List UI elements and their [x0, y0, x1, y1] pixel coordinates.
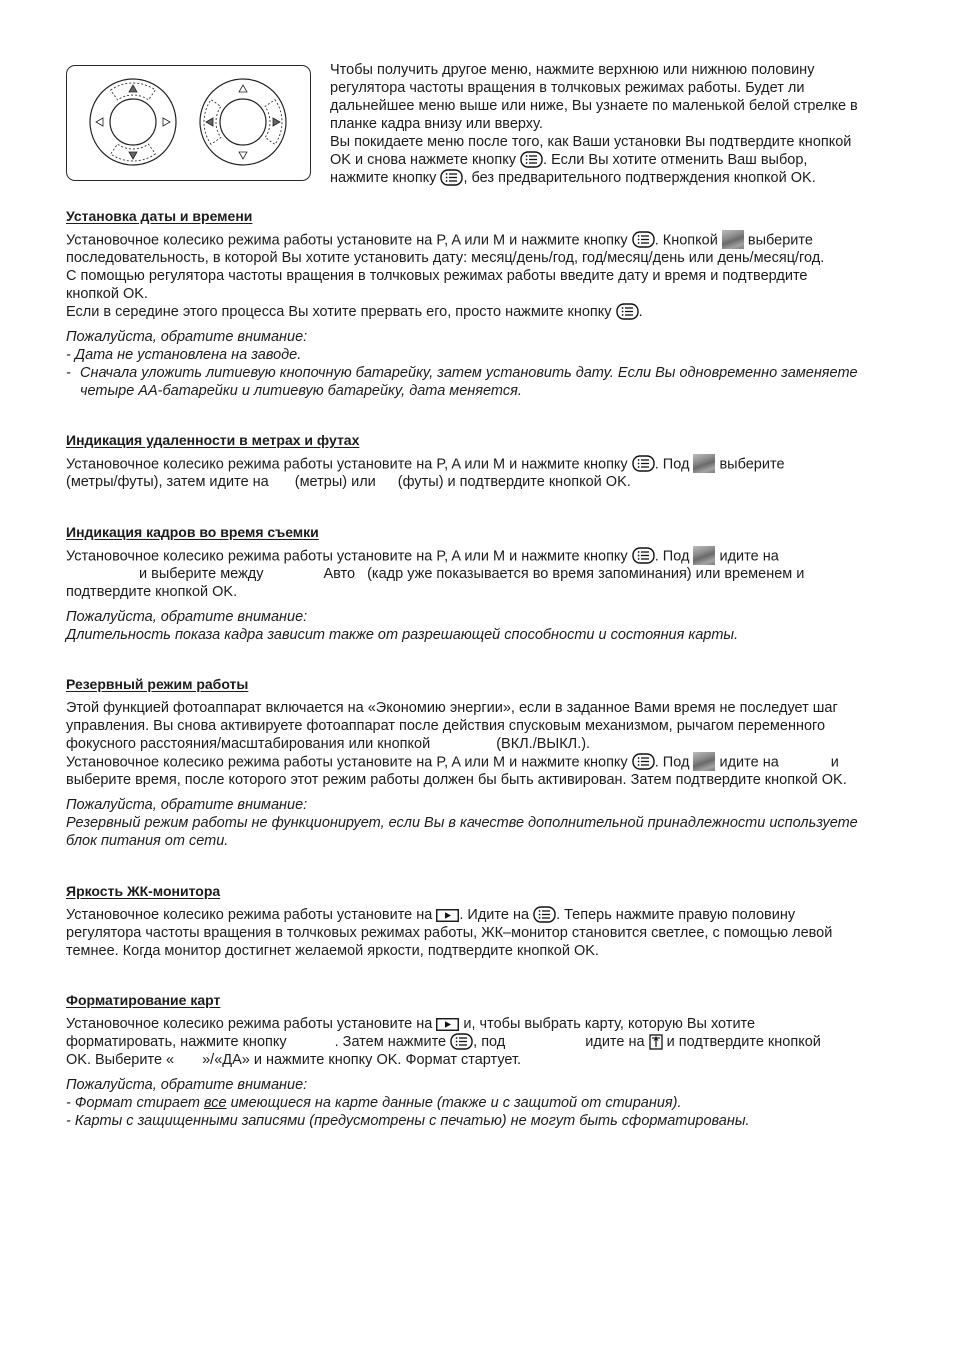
text-segment: фокусного расстояния/масштабирования или кнопкой: [66, 736, 431, 752]
text-line: [330, 115, 858, 133]
section-card-format: [66, 991, 821, 1130]
section-date-time: [66, 207, 858, 400]
dial-up-down-selection: [90, 79, 176, 165]
blank-gap: [174, 1063, 202, 1064]
note-title: Пожалуйста, обратите внимание:: [66, 797, 308, 813]
text-segment: .: [638, 304, 643, 320]
text-segment: Вы покидаете меню после того, как Ваши установки Вы подтвердите кнопкой: [330, 134, 852, 150]
text-segment: Установочное колесико режима работы установите на P, A или M и нажмите кнопку: [66, 548, 632, 565]
note-block: [66, 796, 858, 850]
playback-mode-icon: [436, 909, 459, 922]
text-line: [66, 699, 858, 717]
text-segment: темнее. Когда монитор достигнет желаемой яркости, подтвердите кнопкой OK.: [66, 943, 599, 959]
text-segment: , под: [473, 1034, 506, 1050]
section-body: [66, 906, 832, 960]
menu-thumbnail-icon: [693, 752, 715, 771]
text-segment: выберите: [715, 456, 785, 473]
text-line: [330, 133, 858, 151]
text-segment: Если в середине этого процесса Вы хотите прервать его, просто нажмите кнопку: [66, 304, 616, 320]
text-segment: и: [830, 754, 839, 771]
delete-icon: [649, 1034, 663, 1050]
text-segment: - Дата не установлена на заводе.: [66, 347, 302, 363]
text-segment: форматировать, нажмите кнопку: [66, 1034, 287, 1050]
note-line: [66, 1112, 821, 1130]
section-body: [66, 547, 804, 601]
section-image-review: [66, 523, 804, 644]
dial-diagram-figure: [66, 65, 311, 181]
text-segment: - Карты с защищенными записями (предусмотрены с печатью) не могут быть сформатированы.: [66, 1113, 750, 1129]
intro-text: [330, 61, 858, 187]
text-segment: последовательность, в которой Вы хотите установить дату: месяц/день/год, год/месяц/день или день/месяц/год.: [66, 250, 825, 266]
text-line: [330, 97, 858, 115]
text-segment: регулятора частоты вращения в толчковых режимах работы, ЖК–монитор становится светлее, с помощью левой: [66, 925, 833, 941]
note-block: [66, 328, 858, 400]
text-line: [66, 771, 858, 789]
menu-button-icon: [520, 151, 543, 168]
text-segment: (ВКЛ./ВЫКЛ.).: [496, 736, 591, 752]
section-body: [66, 455, 785, 491]
text-segment: Сначала уложить литиевую кнопочную батарейку, затем установить дату. Если Вы одновременно заменяете: [80, 365, 858, 381]
text-line: [66, 906, 832, 924]
menu-button-icon: [533, 906, 556, 923]
text-line: [66, 942, 832, 960]
text-segment: регулятора частоты вращения в толчковых режимах работы. Будет ли: [330, 80, 805, 96]
section-body: [66, 1015, 821, 1069]
emphasis-underlined: все: [204, 1095, 227, 1111]
text-line: [66, 455, 785, 473]
note-line: [66, 626, 804, 644]
text-line: [66, 924, 832, 942]
note-line: [66, 346, 858, 364]
text-segment: »/«ДА» и нажмите кнопку OK. Формат стартует.: [202, 1052, 522, 1068]
blank-gap: [376, 485, 398, 486]
text-segment: OK и снова нажмете кнопку: [330, 152, 521, 168]
text-segment: идите на: [585, 1034, 649, 1050]
text-segment: блок питания от сети.: [66, 833, 229, 849]
blank-gap: [66, 577, 139, 578]
section-body: [66, 231, 858, 321]
text-segment: и выберите между: [139, 566, 264, 582]
text-segment: идите на: [715, 548, 779, 565]
text-line: [66, 1033, 821, 1051]
text-segment: управления. Вы снова активируете фотоаппарат после действия спусковым механизмом, рычагом переменного: [66, 718, 826, 734]
text-segment: Этой функцией фотоаппарат включается на «Экономию энергии», если в заданное Вами время не последует шаг: [66, 700, 838, 716]
text-line: [66, 565, 804, 583]
section-heading: Установка даты и времени: [66, 208, 253, 224]
section-heading: Индикация кадров во время съемки: [66, 524, 319, 540]
text-segment: кнопкой OK.: [66, 286, 148, 302]
note-title: Пожалуйста, обратите внимание:: [66, 329, 308, 345]
text-line: [66, 231, 858, 249]
text-segment: и, чтобы выбрать карту, которую Вы хотите: [459, 1016, 756, 1032]
text-segment: Установочное колесико режима работы установите на P, A или M и нажмите кнопку: [66, 232, 632, 249]
dial-left-right-selection: [200, 79, 286, 165]
text-segment: Установочное колесико режима работы установите на: [66, 907, 437, 923]
note-title: Пожалуйста, обратите внимание:: [66, 609, 308, 625]
text-segment: . Кнопкой: [654, 232, 722, 249]
text-segment: . Под: [654, 548, 694, 565]
section-body: [66, 699, 858, 789]
control-dial-icon: [67, 66, 310, 180]
text-segment: Резервный режим работы не функционирует, если Вы в качестве дополнительной принадлежности используете: [66, 815, 858, 831]
text-line: [66, 249, 858, 267]
text-segment: . Под: [654, 754, 694, 771]
section-distance-units: [66, 431, 785, 491]
text-segment: Установочное колесико режима работы установите на P, A или M и нажмите кнопку: [66, 754, 632, 771]
text-line: [330, 61, 858, 79]
text-line: [330, 151, 858, 169]
text-segment: (метры) или: [294, 474, 376, 490]
menu-button-icon: [616, 303, 639, 320]
text-segment: , без предварительного подтверждения кнопкой OK.: [463, 170, 816, 186]
note-line: [66, 1094, 821, 1112]
blank-gap: [505, 1045, 585, 1046]
text-segment: дальнейшее меню выше или ниже, Вы узнаете по маленькой белой стрелке в: [330, 98, 858, 114]
blank-gap: [263, 577, 323, 578]
text-segment: подтвердите кнопкой OK.: [66, 584, 238, 600]
text-segment: и подтвердите кнопкой: [662, 1034, 821, 1050]
menu-button-icon: [632, 753, 655, 770]
text-segment: нажмите кнопку: [330, 170, 441, 186]
text-segment: . Под: [654, 456, 694, 473]
note-block: [66, 608, 804, 644]
note-line: [66, 832, 858, 850]
text-line: [66, 547, 804, 565]
text-segment: Установочное колесико режима работы установите на: [66, 1016, 437, 1032]
menu-button-icon: [632, 455, 655, 472]
text-line: [66, 735, 858, 753]
section-heading: Индикация удаленности в метрах и футах: [66, 432, 360, 448]
text-line: [66, 473, 785, 491]
text-line: [66, 1051, 821, 1069]
playback-mode-icon: [436, 1018, 459, 1031]
section-heading: Резервный режим работы: [66, 676, 249, 692]
text-segment: Длительность показа кадра зависит также от разрешающей способности и состояния карты.: [66, 627, 739, 643]
section-heading: Яркость ЖК-монитора: [66, 883, 221, 899]
text-segment: (метры/футы), затем идите на: [66, 474, 269, 490]
text-segment: выберите: [743, 232, 813, 249]
note-line: [66, 814, 858, 832]
text-line: [330, 79, 858, 97]
blank-gap: [779, 765, 831, 766]
text-segment: . Затем нажмите: [334, 1034, 451, 1050]
text-segment: Установочное колесико режима работы установите на P, A или M и нажмите кнопку: [66, 456, 632, 473]
note-line: [66, 382, 858, 400]
blank-gap: [355, 577, 367, 578]
text-segment: (футы) и подтвердите кнопкой OK.: [397, 474, 631, 490]
text-line: [66, 1015, 821, 1033]
section-heading: Форматирование карт: [66, 992, 221, 1008]
menu-button-icon: [440, 169, 463, 186]
text-line: [66, 285, 858, 303]
note-block: [66, 1076, 821, 1130]
text-segment: С помощью регулятора частоты вращения в толчковых режимах работы введите дату и время и подтвердите: [66, 268, 808, 284]
menu-button-icon: [632, 547, 655, 564]
section-standby-mode: [66, 675, 858, 850]
menu-button-icon: [450, 1033, 473, 1050]
blank-gap: [269, 485, 295, 486]
text-line: [66, 267, 858, 285]
note-line: [66, 364, 858, 382]
text-segment: . Идите на: [459, 907, 534, 923]
list-marker: -: [66, 365, 71, 381]
menu-thumbnail-icon: [722, 230, 744, 249]
text-segment: Чтобы получить другое меню, нажмите верхнюю или нижнюю половину: [330, 62, 815, 78]
text-segment: - Формат стирает: [66, 1095, 204, 1111]
dial-center: [110, 99, 156, 145]
text-segment: планке кадра внизу или вверху.: [330, 116, 543, 132]
menu-thumbnail-icon: [693, 546, 715, 565]
text-line: [66, 583, 804, 601]
section-lcd-brightness: [66, 882, 832, 960]
dial-center: [220, 99, 266, 145]
blank-gap: [430, 747, 496, 748]
text-segment: . Если Вы хотите отменить Ваш выбор,: [543, 152, 808, 168]
text-segment: OK. Выберите «: [66, 1052, 175, 1068]
text-line: [66, 303, 858, 321]
text-segment: четыре AA-батарейки и литиевую батарейку, дата меняется.: [80, 383, 522, 399]
text-segment: имеющиеся на карте данные (также и с защитой от стирания).: [226, 1095, 682, 1111]
text-line: [66, 753, 858, 771]
text-segment: . Теперь нажмите правую половину: [556, 907, 796, 923]
text-segment: выберите время, после которого этот режим работы должен бы быть активирован. Затем подтвердите кнопкой OK.: [66, 772, 847, 788]
blank-gap: [287, 1045, 335, 1046]
text-line: [66, 717, 858, 735]
text-segment: Авто: [323, 566, 356, 582]
text-line: [330, 169, 858, 187]
text-segment: (кадр уже показывается во время запоминания) или временем и: [367, 566, 805, 582]
note-title: Пожалуйста, обратите внимание:: [66, 1077, 308, 1093]
menu-thumbnail-icon: [693, 454, 715, 473]
text-segment: идите на: [715, 754, 779, 771]
menu-button-icon: [632, 231, 655, 248]
